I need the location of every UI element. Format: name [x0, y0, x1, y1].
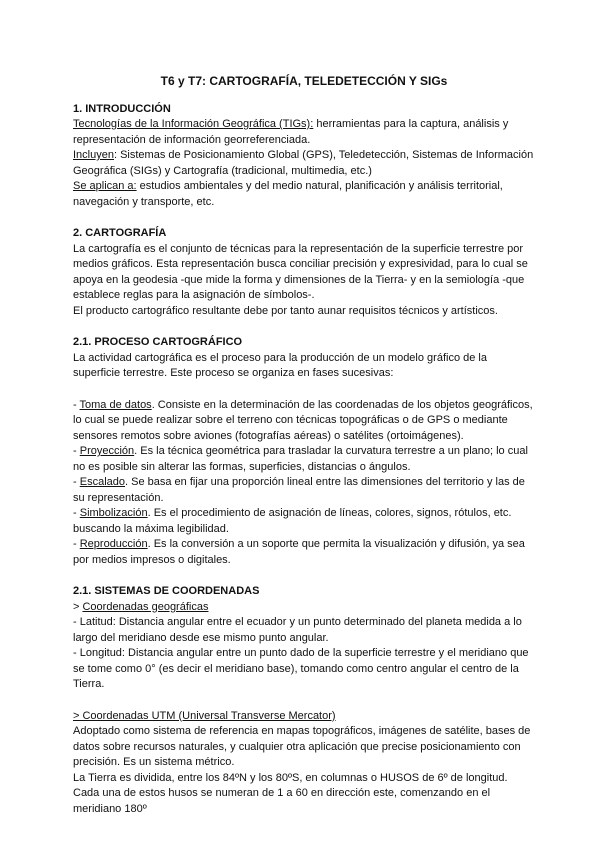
underlined-term: Reproducción — [79, 538, 148, 550]
section-heading: 2. CARTOGRAFÍA — [73, 227, 167, 239]
section-heading: 2.1. SISTEMAS DE COORDENADAS — [73, 585, 260, 597]
underlined-term: Tecnologías de la Información Geográfica (TIGs): — [73, 118, 314, 130]
section-introduccion — [73, 102, 535, 211]
paragraph — [73, 148, 535, 179]
document-title: T6 y T7: CARTOGRAFÍA, TELEDETECCIÓN Y SIGs — [160, 74, 448, 88]
list-item — [73, 537, 535, 568]
dash: - — [73, 507, 80, 519]
section-heading: 1. INTRODUCCIÓN — [73, 102, 171, 115]
paragraph-text: estudios ambientales y del medio natural, planificación y análisis territorial, navegación y transporte, etc. — [73, 180, 503, 208]
list-item — [73, 475, 535, 506]
spacer — [73, 693, 535, 709]
section-sistemas-coordenadas — [73, 584, 535, 817]
list-item-text: . Es el procedimiento de asignación de líneas, colores, signos, rótulos, etc. buscando la máxima legibilidad. — [73, 507, 512, 535]
underlined-term: Toma de datos — [79, 398, 152, 411]
underlined-term: Incluyen — [73, 149, 114, 161]
paragraph-text: : Sistemas de Posicionamiento Global (GPS), Teledetección, Sistemas de Información Geográfica (SIGs) y Cartografía (tradicional, multimedia, etc.) — [73, 149, 534, 177]
underlined-term: Simbolización — [79, 507, 148, 519]
list-item-text: . Es la técnica geométrica para trasladar la curvatura terrestre a un plano; lo cual no es posible sin alterar las formas, superficies, distancias o ángulos. — [73, 445, 528, 473]
list-item — [73, 506, 535, 537]
underlined-term: Escalado — [79, 476, 125, 488]
underlined-term: Se aplican a: — [73, 180, 137, 192]
paragraph: La actividad cartográfica es el proceso para la producción de un modelo gráfico de la superficie terrestre. Este proceso se organiza en fases sucesivas: — [73, 351, 487, 379]
underlined-term: Coordenadas geográficas — [82, 600, 209, 613]
list-item-text: . Consiste en la determinación de las coordenadas de los objetos geográficos, lo cual se puede realizar sobre el terreno con técnicas topográficas o de GPS o mediante sensores remotos sobre aviones (fotografías aéreas) o satélites (ortoimágenes). — [73, 398, 533, 442]
spacer — [73, 319, 535, 335]
section-cartografia — [73, 226, 535, 319]
spacer — [73, 568, 535, 584]
paragraph: La Tierra es dividida, entre los 84ºN y los 80ºS, en columnas o HUSOS de 6º de longitud. Cada una de estos husos se numeran de 1 a 60 en dirección este, comenzando en el meridiano 180º — [73, 771, 508, 815]
paragraph: Adoptado como sistema de referencia en mapas topográficos, imágenes de satélite, bases de datos sobre recursos naturales, y cualquier otra aplicación que precise posicionamiento con precisión. Es un sistema métrico. — [73, 725, 531, 768]
section-heading: 2.1. PROCESO CARTOGRÁFICO — [73, 336, 243, 348]
list-item-text: . Se basa en fijar una proporción lineal entre las dimensiones del territorio y las de su representación. — [73, 476, 525, 504]
paragraph — [73, 179, 535, 210]
paragraph — [73, 117, 535, 148]
paragraph: La cartografía es el conjunto de técnicas para la representación de la superficie terrestre por medios gráficos. Esta representación busca conciliar precisión y expresividad, para lo cual se apoya en la geodesia -que mide la forma y dimensiones de la Tierra- y en la semiología -que establece reglas para la asignación de símbolos-. — [73, 242, 528, 301]
subheading — [73, 600, 535, 616]
paragraph: El producto cartográfico resultante debe por tanto aunar requisitos técnicos y artísticos. — [73, 304, 498, 317]
dash: - — [73, 445, 80, 457]
dash: - — [73, 538, 80, 550]
underlined-term: Proyección — [79, 445, 135, 457]
list-item-text: . Es la conversión a un soporte que permita la visualización y difusión, ya sea por medios impresos o digitales. — [73, 538, 525, 566]
dash: - — [73, 476, 80, 488]
paragraph-text: herramientas para la captura, análisis y representación de información georreferenciada. — [73, 118, 509, 146]
subheading: > Coordenadas UTM (Universal Transverse Mercator) — [73, 709, 336, 722]
dash: - — [73, 398, 80, 411]
spacer — [73, 382, 535, 398]
arrow-marker: > — [73, 600, 83, 613]
paragraph: - Latitud: Distancia angular entre el ecuador y un punto determinado del planeta medida a lo largo del meridiano desde ese mismo punto angular. — [73, 616, 522, 644]
document-page — [73, 74, 535, 817]
spacer — [73, 210, 535, 226]
list-item — [73, 398, 535, 445]
paragraph: - Longitud: Distancia angular entre un punto dado de la superficie terrestre y el meridiano que se tome como 0° (es decir el meridiano base), tomando como centro angular el centro de la Tierra. — [73, 647, 529, 690]
section-proceso-cartografico — [73, 335, 535, 568]
list-item — [73, 444, 535, 475]
